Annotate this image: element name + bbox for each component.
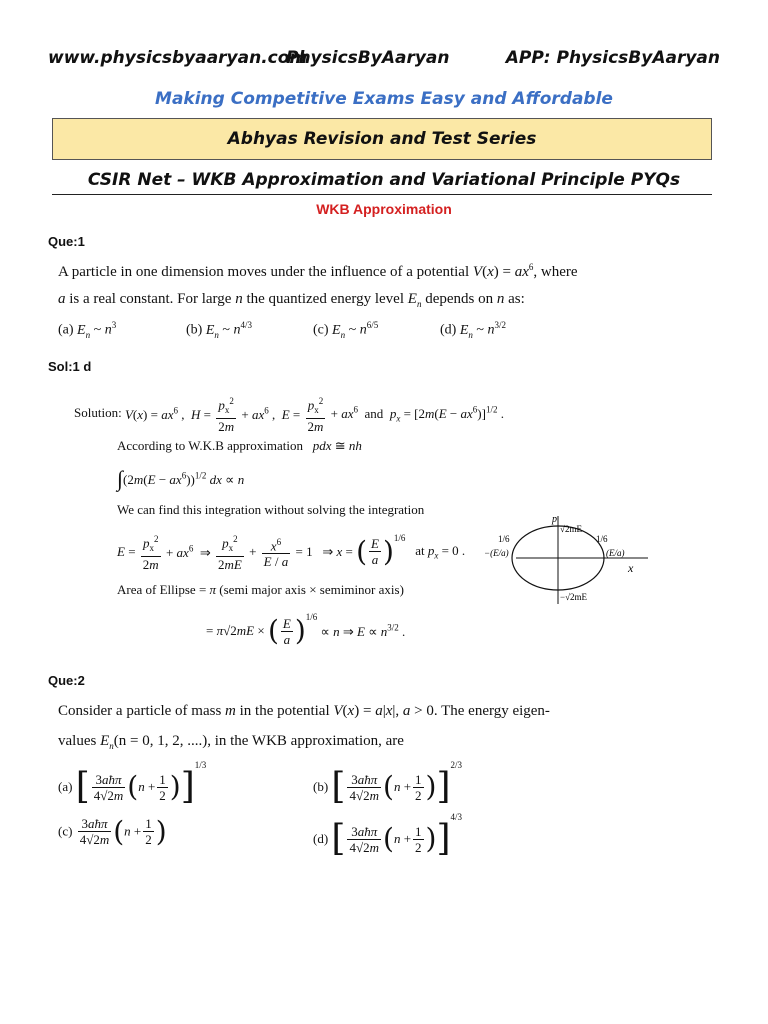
question-2-option-b[interactable]: (b) [ $\frac{\text{3aħπ}}{4√2m}$ (n + $\frac{1}{2}$ )]$^{2/3}$ — [313, 760, 463, 808]
question-2-option-c[interactable]: (c) $\frac{\text{3aħπ}}{4√2m}$ (n + $\frac{1}{2}$ ) — [58, 814, 167, 848]
question-1-label: Que:1 — [48, 234, 85, 249]
brand-name: PhysicsByAaryan — [286, 48, 450, 68]
app-name: APP: PhysicsByAaryan — [505, 48, 720, 68]
solution-1-ellipse-area-line: Area of Ellipse = π (semi major axis × semiminor axis) — [117, 582, 404, 597]
tagline: Making Competitive Exams Easy and Affordable — [155, 89, 613, 109]
question-2-option-d[interactable]: (d) [ $\frac{\text{3aħπ}}{4√2m}$ (n + $\frac{1}{2}$ )]$^{4/3}$ — [313, 812, 463, 860]
phase-space-ellipse-diagram — [478, 512, 668, 612]
title-underline — [52, 194, 712, 195]
question-2-option-a[interactable]: (a) [ $\frac{\text{3aħπ}}{4√2m}$ (n + $\frac{1}{2}$ )]$^{1/3}$ — [58, 760, 207, 808]
question-2-label: Que:2 — [48, 673, 85, 688]
solution-1-wkb-line: According to W.K.B approximation pdx ≅ nh — [117, 438, 362, 453]
solution-1-integral: $\int(2m(E - ax^6))^{1/2}$ dx ∝ n — [117, 466, 245, 491]
solution-1-label: Sol:1 d — [48, 359, 92, 374]
right-exponent-label: 1/6 — [596, 534, 608, 544]
solution-1-ellipse-equation: E = $\frac{p_x^2}{2m}$ + $ax^6$ ⇒ $\frac{p_x^2}{2mE}$ + $\frac{x^6}{E / a}$ = 1 ⇒ x = ( $\frac{E}{a}$ )$^{1/6}$ at $p_x = 0$ . — [117, 532, 466, 572]
question-1-option-b[interactable]: (b) $E_n$ ~ $n^{4/3}$ — [186, 320, 252, 340]
solution-1-result: = π√2mE × ( $\frac{E}{a}$ )$^{1/6}$ ∝ n ⇒ $E \propto n^{3/2}$ . — [206, 612, 406, 648]
question-1-line-1: A particle in one dimension moves under the influence of a potential $V(x) = ax^6$, where — [58, 262, 578, 280]
page-header — [48, 48, 720, 72]
top-intercept-label: √2mE — [560, 524, 582, 534]
question-1-option-a[interactable]: (a) $E_n$ ~ $n^3$ — [58, 320, 117, 340]
left-exponent-label: 1/6 — [498, 534, 510, 544]
question-1-option-d[interactable]: (d) $E_n$ ~ $n^{3/2}$ — [440, 320, 506, 340]
x-axis-label: x — [628, 561, 634, 575]
question-2-line-1: Consider a particle of mass m in the potential V(x) = a|x|, a > 0. The energy eigen- — [58, 703, 550, 719]
series-banner: Abhyas Revision and Test Series — [52, 118, 712, 160]
solution-1-hamiltonian-line: Solution: $V(x) = ax^6$ , H = $\frac{p_x^2}{2m}$ + $ax^6$ , E = $\frac{p_x^2}{2m}$ + $ax^6$ and $p_x = [2m(E - ax^6)]^{1/2}$ . — [74, 396, 504, 434]
section-heading: WKB Approximation — [316, 201, 452, 217]
question-1-line-2: a is a real constant. For large n the quantized energy level $E_n$ depends on n as: — [58, 291, 525, 309]
left-intercept-label: −(E/a) — [484, 548, 509, 558]
question-2-line-2: values $E_n(n = 0$, 1, 2, ....), in the WKB approximation, are — [58, 733, 404, 751]
solution-1-integration-note: We can find this integration without solving the integration — [117, 502, 425, 517]
website-link[interactable]: www.physicsbyaaryan.com — [48, 48, 308, 68]
bottom-intercept-label: −√2mE — [560, 592, 588, 602]
page-title: CSIR Net – WKB Approximation and Variational Principle PYQs — [87, 170, 681, 190]
px-axis-label: p — [552, 514, 557, 525]
question-1-option-c[interactable]: (c) $E_n$ ~ $n^{6/5}$ — [313, 320, 379, 340]
right-intercept-label: (E/a) — [606, 548, 625, 558]
